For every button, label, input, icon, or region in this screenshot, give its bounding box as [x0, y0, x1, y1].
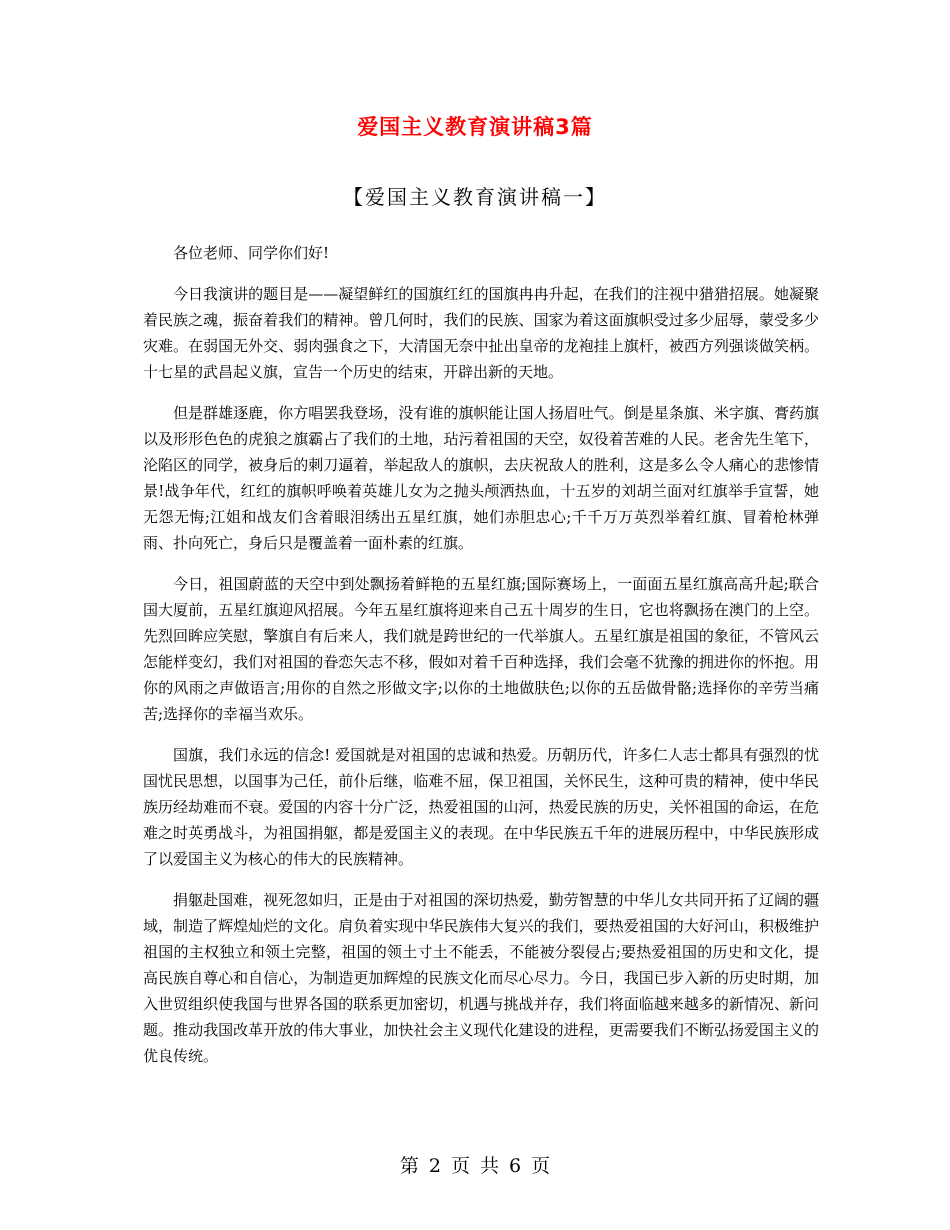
document-body	[143, 240, 819, 1084]
section-heading: 【爱国主义教育演讲稿一】	[343, 185, 607, 209]
page-number-footer: 第 2 页 共 6 页	[399, 1155, 551, 1177]
paragraph: 但是群雄逐鹿，你方唱罢我登场，没有谁的旗帜能让国人扬眉吐气。倒是星条旗、米字旗、膏药旗以及形形色色的虎狼之旗霸占了我们的土地，玷污着祖国的天空，奴役着苦难的人民。老舍先生笔下，沦陷区的同学，被身后的刺刀逼着，举起敌人的旗帜，去庆祝敌人的胜利，这是多么令人痛心的悲惨情景!战争年代，红红的旗帜呼唤着英雄儿女为之抛头颅洒热血，十五岁的刘胡兰面对红旗举手宣誓，她无怨无悔;江姐和战友们含着眼泪绣出五星红旗，她们赤胆忠心;千千万万英烈举着红旗、冒着枪林弹雨、扑向死亡，身后只是覆盖着一面朴素的红旗。	[143, 404, 819, 552]
paragraph: 今日我演讲的题目是——凝望鲜红的国旗红红的国旗冉冉升起，在我们的注视中猎猎招展。她凝聚着民族之魂，振奋着我们的精神。曾几何时，我们的民族、国家为着这面旗帜受过多少屈辱，蒙受多少灾难。在弱国无外交、弱肉强食之下，大清国无奈中扯出皇帝的龙袍挂上旗杆，被西方列强谈做笑柄。十七星的武昌起义旗，宣告一个历史的结束，开辟出新的天地。	[143, 285, 819, 381]
paragraph: 国旗，我们永远的信念! 爱国就是对祖国的忠诚和热爱。历朝历代，许多仁人志士都具有强烈的忧国忧民思想，以国事为己任，前仆后继，临难不屈，保卫祖国，关怀民生，这种可贵的精神，使中华民族历经劫难而不衰。爱国的内容十分广泛，热爱祖国的山河，热爱民族的历史，关怀祖国的命运，在危难之时英勇战斗，为祖国捐躯，都是爱国主义的表现。在中华民族五千年的进展历程中，中华民族形成了以爱国主义为核心的伟大的民族精神。	[143, 746, 819, 868]
paragraph-greeting: 各位老师、同学你们好!	[173, 244, 330, 262]
document-title: 爱国主义教育演讲稿3篇	[357, 115, 593, 139]
paragraph: 今日，祖国蔚蓝的天空中到处飘扬着鲜艳的五星红旗;国际赛场上，一面面五星红旗高高升起;联合国大厦前，五星红旗迎风招展。今年五星红旗将迎来自己五十周岁的生日，它也将飘扬在澳门的上空。先烈回眸应笑慰，擎旗自有后来人，我们就是跨世纪的一代举旗人。五星红旗是祖国的象征，不管风云怎能样变幻，我们对祖国的眷恋矢志不移，假如对着千百种选择，我们会毫不犹豫的拥进你的怀抱。用你的风雨之声做语言;用你的自然之形做文字;以你的土地做肤色;以你的五岳做骨骼;选择你的辛劳当痛苦;选择你的幸福当欢乐。	[143, 575, 819, 723]
paragraph: 捐躯赴国难，视死忽如归，正是由于对祖国的深切热爱，勤劳智慧的中华儿女共同开拓了辽阔的疆域，制造了辉煌灿烂的文化。肩负着实现中华民族伟大复兴的我们，要热爱祖国的大好河山，积极维护祖国的主权独立和领土完整，祖国的领土寸土不能丢，不能被分裂侵占;要热爱祖国的历史和文化，提高民族自尊心和自信心，为制造更加辉煌的民族文化而尽心尽力。今日，我国已步入新的历史时期，加入世贸组织使我国与世界各国的联系更加密切，机遇与挑战并存，我们将面临越来越多的新情况、新问题。推动我国改革开放的伟大事业，加快社会主义现代化建设的进程，更需要我们不断弘扬爱国主义的优良传统。	[143, 891, 819, 1065]
